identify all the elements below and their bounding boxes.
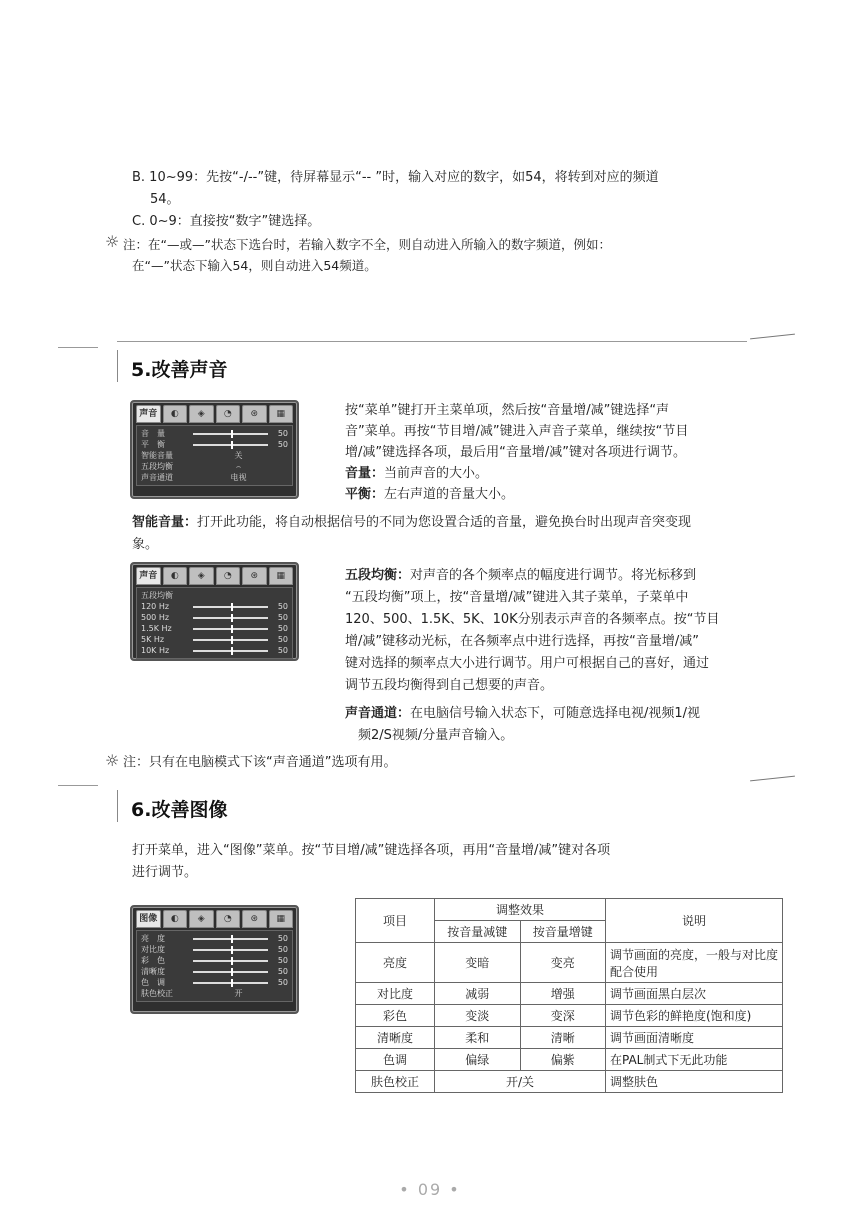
osd-row-brightness <box>141 933 288 944</box>
table-cell-item: 肤色校正 <box>356 1071 435 1093</box>
osd-row-volume <box>141 428 288 439</box>
note1-line2: 在“—”状态下输入54，则自动进入54频道。 <box>132 258 377 273</box>
osd-row-value: 50 <box>277 967 288 976</box>
note2: 注：只有在电脑模式下该“声音通道”选项有用。 <box>123 755 397 770</box>
osd-row-value: 50 <box>277 956 288 965</box>
balance-label: 平衡： <box>345 487 385 502</box>
osd-tab: ◈ <box>189 910 214 928</box>
osd-row-label: 声音通道 <box>141 473 173 482</box>
osd-row-label: 5K Hz <box>141 635 165 644</box>
sound-menu-screenshot <box>130 400 299 499</box>
eq-desc-line2: “五段均衡”项上，按“音量增/减”键进入其子菜单，子菜单中 <box>345 590 689 605</box>
osd-row-skin-tone <box>141 988 288 999</box>
osd-row-label: 10K Hz <box>141 646 170 655</box>
channel-text: 在电脑信号输入状态下，可随意选择电视/视频1/视 <box>410 706 701 721</box>
osd-tab: ◐ <box>163 405 188 423</box>
table-cell-onoff: 开/关 <box>435 1071 606 1093</box>
osd-slider <box>193 606 268 608</box>
osd-body <box>136 587 293 659</box>
section-divider-left <box>58 785 98 786</box>
lightbulb-icon: ☼ <box>105 232 120 251</box>
table-cell-down: 变暗 <box>435 943 521 983</box>
eq-text: 对声音的各个频率点的幅度进行调节。将光标移到 <box>410 568 697 583</box>
equalizer-menu-screenshot <box>130 562 299 661</box>
osd-row-smart-volume <box>141 450 288 461</box>
osd-tab: ◔ <box>216 910 241 928</box>
table-cell-down: 偏绿 <box>435 1049 521 1071</box>
osd-slider <box>193 617 268 619</box>
osd-row-eq-120 <box>141 601 288 612</box>
osd-tabs <box>136 910 293 928</box>
osd-row-contrast <box>141 944 288 955</box>
lightbulb-icon: ☼ <box>105 751 120 770</box>
osd-slider <box>193 433 268 435</box>
osd-slider-knob <box>231 957 233 965</box>
image-intro-line1: 打开菜单，进入“图像”菜单。按“节目增/减”键选择各项，再用“音量增/减”键对各项 <box>132 843 611 858</box>
osd-slider-knob <box>231 625 233 633</box>
para-b-line1: B. 10~99：先按“-/--”键，待屏幕显示“-- ”时，输入对应的数字，如54，将转到对应的频道 <box>132 170 659 185</box>
table-cell-item: 对比度 <box>356 983 435 1005</box>
channel-desc-line2: 频2/S视频/分量声音输入。 <box>358 728 514 743</box>
osd-tab: ◐ <box>163 567 188 585</box>
eq-desc-line1 <box>345 565 785 587</box>
eq-desc-line4: 增/减”键移动光标，在各频率点中进行选择，再按“音量增/减” <box>345 634 699 649</box>
table-header-up: 按音量增键 <box>520 921 606 943</box>
osd-slider-knob <box>231 935 233 943</box>
osd-row-value: 50 <box>277 624 288 633</box>
eq-desc-line6: 调节五段均衡得到自己想要的声音。 <box>345 678 554 693</box>
balance-text: 左右声道的音量大小。 <box>384 487 515 502</box>
osd-row-label: 亮 度 <box>141 934 165 943</box>
osd-tab: ◈ <box>189 567 214 585</box>
osd-slider <box>193 639 268 641</box>
table-header-row <box>356 899 783 921</box>
osd-slider-knob <box>231 979 233 987</box>
osd-row-value: 50 <box>277 602 288 611</box>
osd-row-eq-10k <box>141 645 288 656</box>
osd-row-label: 色 调 <box>141 978 165 987</box>
osd-tab-image: 图像 <box>136 910 161 928</box>
table-cell-desc: 调节色彩的鲜艳度(饱和度) <box>606 1005 783 1027</box>
osd-row-value: 50 <box>277 440 288 449</box>
osd-slider-knob <box>231 946 233 954</box>
osd-row-eq-5k <box>141 634 288 645</box>
sound-intro-line2: 音”菜单。再按“节目增/减”键进入声音子菜单，继续按“节目 <box>345 424 689 439</box>
page-number-text: 09 <box>417 1180 443 1199</box>
osd-tab: ◔ <box>216 567 241 585</box>
osd-row-eq <box>141 461 288 472</box>
para-c: C. 0~9：直接按“数字”键选择。 <box>132 214 321 229</box>
section-divider-tail <box>750 334 795 340</box>
osd-row-eq-1-5k <box>141 623 288 634</box>
osd-body <box>136 930 293 1002</box>
osd-row-value: 50 <box>277 978 288 987</box>
osd-row-tint <box>141 977 288 988</box>
table-cell-desc: 调节画面的亮度，一般与对比度配合使用 <box>606 943 783 983</box>
table-cell-item: 色调 <box>356 1049 435 1071</box>
osd-row-value: 50 <box>277 945 288 954</box>
osd-tab: ⊛ <box>242 405 267 423</box>
smart-volume-text: 打开此功能，将自动根据信号的不同为您设置合适的音量，避免换台时出现声音突变现 <box>197 515 692 530</box>
table-cell-down: 柔和 <box>435 1027 521 1049</box>
section-vbar <box>117 350 118 382</box>
osd-slider <box>193 628 268 630</box>
osd-tab: ⊛ <box>242 567 267 585</box>
table-cell-up: 清晰 <box>520 1027 606 1049</box>
osd-row-label: 500 Hz <box>141 613 170 622</box>
table-cell-down: 变淡 <box>435 1005 521 1027</box>
osd-row-color <box>141 955 288 966</box>
section6-title: 6.改善图像 <box>131 799 228 821</box>
channel-label: 声音通道： <box>345 706 411 721</box>
osd-tab: ▦ <box>269 910 294 928</box>
eq-label: 五段均衡： <box>345 568 411 583</box>
table-cell-item: 清晰度 <box>356 1027 435 1049</box>
volume-label: 音量： <box>345 466 385 481</box>
section5-title: 5.改善声音 <box>131 359 228 381</box>
osd-row-label: 五段均衡 <box>141 462 173 471</box>
table-header-effect: 调整效果 <box>435 899 606 921</box>
table-header-desc: 说明 <box>606 899 783 943</box>
osd-row-label: 肤色校正 <box>141 989 173 998</box>
smart-volume-line1 <box>132 512 792 534</box>
table-row <box>356 1071 783 1093</box>
smart-volume-line2: 象。 <box>132 537 159 552</box>
osd-tab-sound: 声音 <box>136 567 161 585</box>
page-dot-left: • <box>399 1180 418 1199</box>
osd-slider-knob <box>231 968 233 976</box>
osd-slider-knob <box>231 636 233 644</box>
table-row <box>356 1049 783 1071</box>
table-cell-item: 彩色 <box>356 1005 435 1027</box>
osd-tab: ◈ <box>189 405 214 423</box>
section-vbar <box>117 790 118 822</box>
osd-row-value: 50 <box>277 613 288 622</box>
osd-slider <box>193 949 268 951</box>
table-cell-down: 减弱 <box>435 983 521 1005</box>
osd-row-value: 50 <box>277 429 288 438</box>
osd-row-label: 五段均衡 <box>141 591 173 600</box>
table-cell-item: 亮度 <box>356 943 435 983</box>
eq-desc-line5: 键对选择的频率点大小进行调节。用户可根据自己的喜好，通过 <box>345 656 710 671</box>
table-cell-desc: 调整肤色 <box>606 1071 783 1093</box>
osd-slider-knob <box>231 430 233 438</box>
table-cell-up: 变亮 <box>520 943 606 983</box>
section-divider <box>117 341 747 342</box>
osd-slider <box>193 650 268 652</box>
table-cell-desc: 在PAL制式下无此功能 <box>606 1049 783 1071</box>
image-adjust-table <box>355 898 783 1093</box>
table-cell-up: 变深 <box>520 1005 606 1027</box>
osd-row-option: 开 <box>234 989 243 998</box>
section-divider-left <box>58 347 98 348</box>
volume-text: 当前声音的大小。 <box>384 466 489 481</box>
osd-row-eq-500 <box>141 612 288 623</box>
table-row <box>356 983 783 1005</box>
sound-intro-line3: 增/减”键选择各项，最后用“音量增/减”键对各项进行调节。 <box>345 445 686 460</box>
osd-slider-knob <box>231 603 233 611</box>
osd-row-option: 电视 <box>230 473 247 482</box>
osd-slider <box>193 960 268 962</box>
osd-tab: ⊛ <box>242 910 267 928</box>
osd-tabs <box>136 567 293 585</box>
osd-row-value: 50 <box>277 646 288 655</box>
osd-slider <box>193 982 268 984</box>
sound-intro-line1: 按“菜单”键打开主菜单项，然后按“音量增/减”键选择“声 <box>345 403 670 418</box>
table-cell-desc: 调节画面黑白层次 <box>606 983 783 1005</box>
volume-desc <box>345 463 488 485</box>
osd-row-label: 对比度 <box>141 945 165 954</box>
balance-desc <box>345 484 514 506</box>
osd-row-value: 50 <box>277 934 288 943</box>
osd-tab-sound: 声音 <box>136 405 161 423</box>
osd-row-sound-channel <box>141 472 288 483</box>
page-number <box>390 1180 470 1199</box>
table-cell-up: 偏紫 <box>520 1049 606 1071</box>
table-row <box>356 943 783 983</box>
osd-row-balance <box>141 439 288 450</box>
osd-row-sharpness <box>141 966 288 977</box>
osd-row-label: 音 量 <box>141 429 165 438</box>
image-intro-line2: 进行调节。 <box>132 865 198 880</box>
osd-row-value: 50 <box>277 635 288 644</box>
para-b-line2: 54。 <box>150 192 180 207</box>
osd-slider-knob <box>231 647 233 655</box>
osd-slider-knob <box>231 441 233 449</box>
eq-desc-line3: 120、500、1.5K、5K、10K分别表示声音的各频率点。按“节目 <box>345 612 720 627</box>
osd-row-label: 120 Hz <box>141 602 170 611</box>
smart-volume-label: 智能音量： <box>132 515 198 530</box>
table-header-item: 项目 <box>356 899 435 943</box>
osd-eq-header <box>141 590 288 601</box>
osd-slider <box>193 971 268 973</box>
osd-row-label: 彩 色 <box>141 956 165 965</box>
table-row <box>356 1005 783 1027</box>
table-cell-up: 增强 <box>520 983 606 1005</box>
channel-desc-line1 <box>345 703 785 725</box>
osd-slider <box>193 938 268 940</box>
page-dot-right: • <box>442 1180 461 1199</box>
osd-tab: ◔ <box>216 405 241 423</box>
osd-row-label: 智能音量 <box>141 451 173 460</box>
osd-tabs <box>136 405 293 423</box>
table-cell-desc: 调节画面清晰度 <box>606 1027 783 1049</box>
osd-row-option: ⌢ <box>235 461 242 471</box>
osd-slider-knob <box>231 614 233 622</box>
osd-slider <box>193 444 268 446</box>
note1-line1: 注：在“—或—”状态下选台时，若输入数字不全，则自动进入所输入的数字频道，例如： <box>123 237 611 252</box>
osd-tab: ▦ <box>269 405 294 423</box>
osd-row-label: 平 衡 <box>141 440 165 449</box>
osd-row-label: 1.5K Hz <box>141 624 172 633</box>
osd-tab: ◐ <box>163 910 188 928</box>
table-header-down: 按音量减键 <box>435 921 521 943</box>
image-menu-screenshot <box>130 905 299 1014</box>
table-row <box>356 1027 783 1049</box>
osd-row-option: 关 <box>234 451 243 460</box>
osd-tab: ▦ <box>269 567 294 585</box>
osd-row-label: 清晰度 <box>141 967 165 976</box>
section-divider-tail <box>750 776 795 782</box>
osd-body <box>136 425 293 486</box>
